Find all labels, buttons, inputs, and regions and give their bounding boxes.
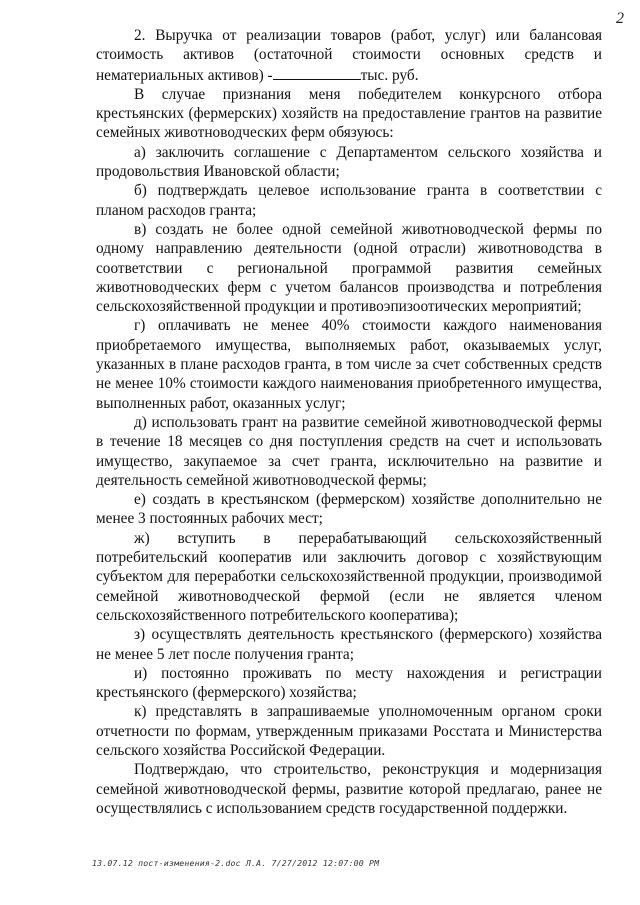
obligation-k: к) представлять в запрашиваемые уполномоченным органом сроки отчетности по формам, утвержденным приказами Росстата и Министерства сельского хозяйства Российской Федерации. xyxy=(96,703,602,759)
confirmation-paragraph: Подтверждаю, что строительство, реконструкция и модернизация семейной животноводческой фермы, развитие которой предлагаю, ранее не осуществлялись с использованием средств государственной поддержки. xyxy=(96,761,602,817)
revenue-text: 2. Выручка от реализации товаров (работ, услуг) или балансовая стоимость активов (остаточной стоимости основных средств и нематериальных активов) - xyxy=(96,27,602,84)
obligation-a: а) заключить соглашение с Департаментом сельского хозяйства и продовольствия Ивановской области; xyxy=(96,143,602,181)
document-body xyxy=(96,26,602,818)
revenue-paragraph xyxy=(96,26,602,85)
revenue-blank-field xyxy=(273,65,361,80)
obligation-d: д) использовать грант на развитие семейной животноводческой фермы в течение 18 месяцев со дня поступления средств на счет и использовать имущество, закупаемое за счет гранта, исключительно на развитие и деятельность семейной животноводческой фермы; xyxy=(96,413,602,489)
obligation-g: г) оплачивать не менее 40% стоимости каждого наименования приобретаемого имущества, выполняемых работ, оказываемых услуг, указанных в плане расходов гранта, в том числе за счет собственных средств не менее 10% стоимости каждого наименования приобретенного имущества, выполненных работ, оказанных услуг; xyxy=(96,317,602,412)
obligation-z: з) осуществлять деятельность крестьянского (фермерского) хозяйства не менее 5 лет после получения гранта; xyxy=(96,626,602,663)
obligation-zh: ж) вступить в перерабатывающий сельскохозяйственный потребительский кооператив или заключить договор с хозяйствующим субъектом для переработки сельскохозяйственной продукции, производимой семейной животноводческой фермой (если не является членом сельскохозяйственного потребительского кооператива); xyxy=(96,529,602,624)
obligation-b: б) подтверждать целевое использование гранта в соответствии с планом расходов гранта; xyxy=(96,182,602,219)
obligation-v: в) создать не более одной семейной животноводческой фермы по одному направлению деятельности (одной отрасли) животноводства в соответствии с региональной программой развития семейных животноводческих ферм с учетом балансов производства и потребления сельскохозяйственной продукции и противоэпизоотических мероприятий; xyxy=(96,220,602,316)
obligation-i: и) постоянно проживать по месту нахождения и регистрации крестьянского (фермерского) хозяйства; xyxy=(96,664,602,702)
document-footer: 13.07.12 пост-изменения-2.doc Л.А. 7/27/2012 12:07:00 PM xyxy=(92,858,380,868)
revenue-unit: тыс. руб. xyxy=(360,66,419,84)
page-number: 2 xyxy=(616,10,624,27)
obligation-e: е) создать в крестьянском (фермерском) хозяйстве дополнительно не менее 3 постоянных рабочих мест; xyxy=(96,491,602,528)
intro-paragraph: В случае признания меня победителем конкурсного отбора крестьянских (фермерских) хозяйств на предоставление грантов на развитие семейных животноводческих ферм обязуюсь: xyxy=(96,85,602,142)
